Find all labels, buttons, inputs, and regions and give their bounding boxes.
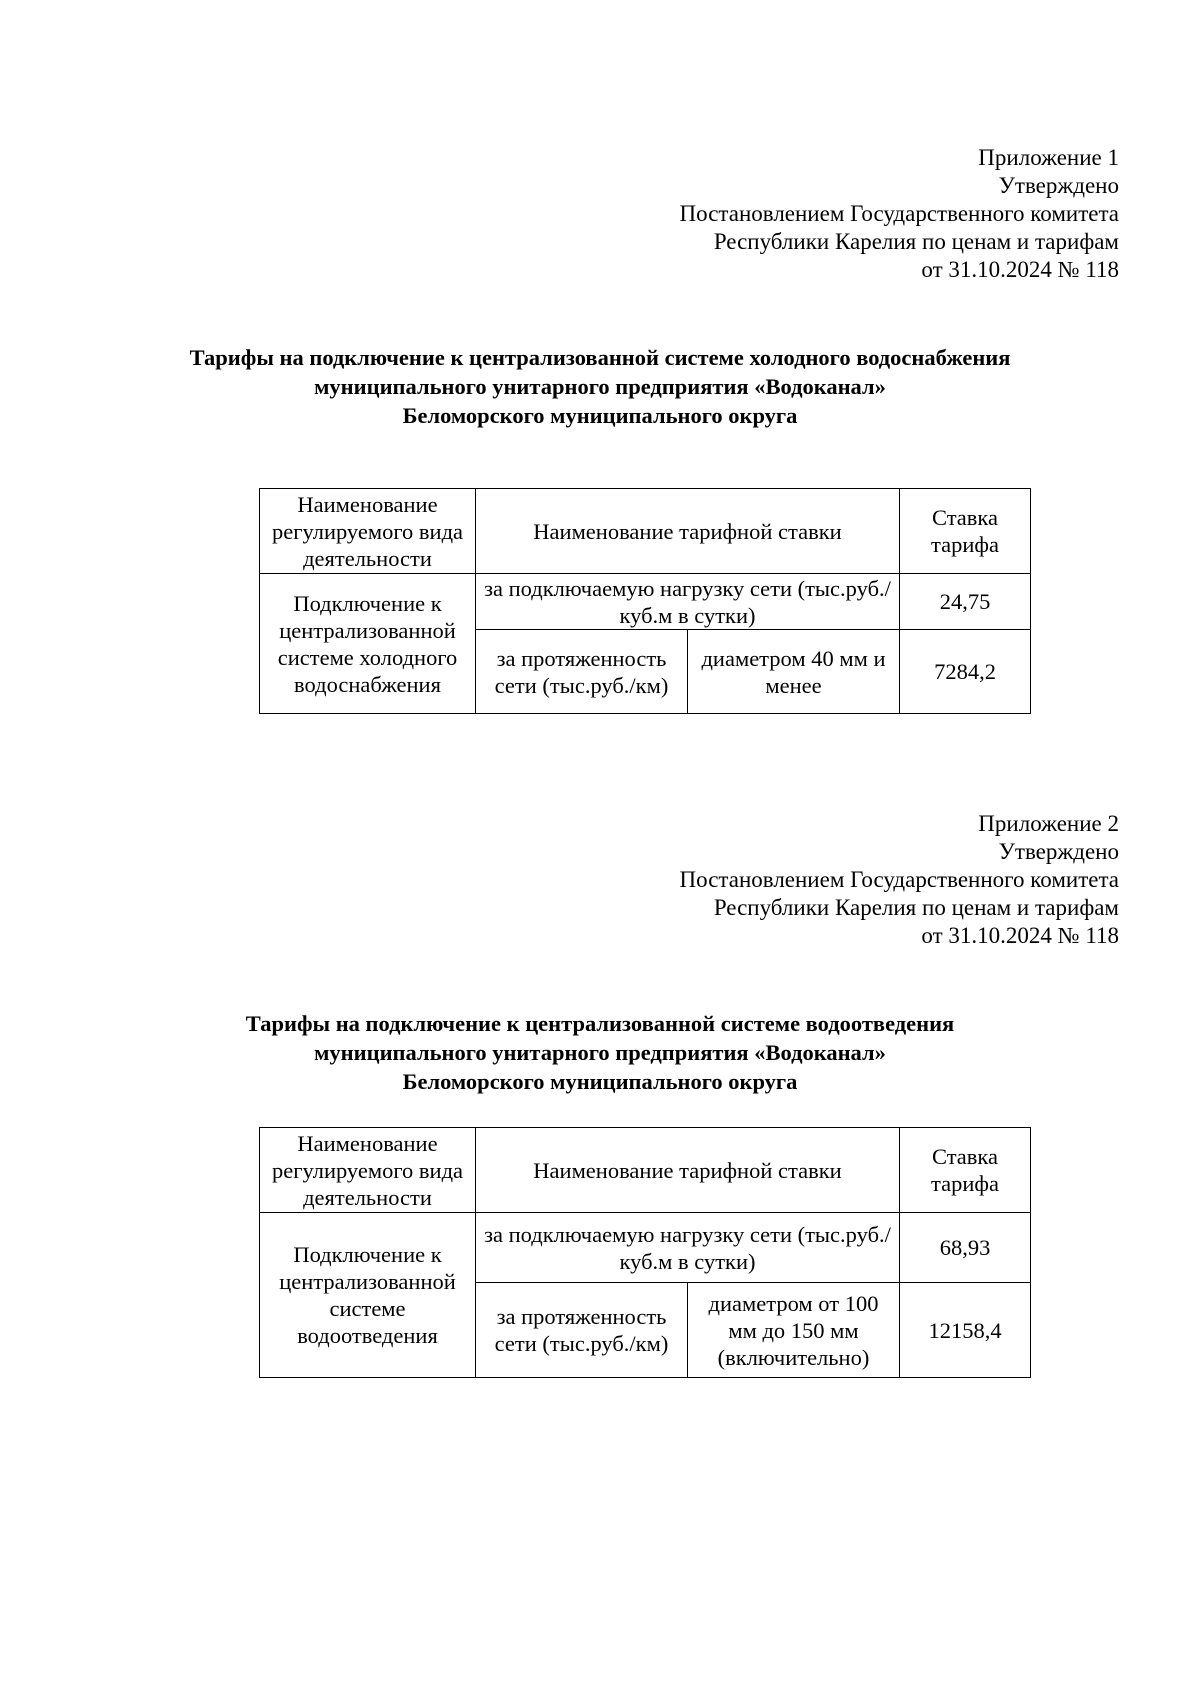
- header-activity: Наименование регулируемого вида деятельности: [260, 1128, 476, 1213]
- appendix2-tariff-table: [259, 1127, 1031, 1378]
- appendix1-title-line2: муниципального унитарного предприятия «Водоканал»: [314, 374, 886, 399]
- table-header-row: [260, 489, 1031, 574]
- appendix2-approved-label: Утверждено: [998, 839, 1119, 864]
- diameter-label: диаметром от 100 мм до 150 мм (включительно): [688, 1283, 900, 1378]
- length-rate-label: за протяженность сети (тыс.руб./км): [476, 630, 688, 714]
- table-header-row: [260, 1128, 1031, 1213]
- appendix1-date-line: от 31.10.2024 № 118: [921, 257, 1119, 282]
- appendix1-resolution-line: Постановлением Государственного комитета: [679, 201, 1119, 226]
- appendix1-approval-block: [680, 144, 1119, 284]
- header-rate-value: Ставка тарифа: [900, 489, 1031, 574]
- appendix1-title: [0, 343, 1200, 430]
- appendix2-committee-line: Республики Карелия по ценам и тарифам: [713, 895, 1119, 920]
- length-rate-value: 12158,4: [900, 1283, 1031, 1378]
- appendix1-title-line1: Тарифы на подключение к централизованной системе холодного водоснабжения: [189, 345, 1011, 370]
- diameter-label: диаметром 40 мм и менее: [688, 630, 900, 714]
- appendix2-resolution-line: Постановлением Государственного комитета: [679, 867, 1119, 892]
- appendix1-title-line3: Беломорского муниципального округа: [402, 403, 798, 428]
- header-rate-name: Наименование тарифной ставки: [476, 1128, 900, 1213]
- appendix2-approval-block: [680, 810, 1119, 950]
- header-rate-name: Наименование тарифной ставки: [476, 489, 900, 574]
- table-row: [260, 574, 1031, 630]
- load-rate-value: 24,75: [900, 574, 1031, 630]
- activity-cell: Подключение к централизованной системе водоотведения: [260, 1213, 476, 1378]
- appendix2-date-line: от 31.10.2024 № 118: [921, 923, 1119, 948]
- table-row: [260, 1213, 1031, 1283]
- appendix1-tariff-table: [259, 488, 1031, 714]
- appendix2-title-line2: муниципального унитарного предприятия «Водоканал»: [314, 1040, 886, 1065]
- appendix1-number: Приложение 1: [978, 145, 1119, 170]
- load-rate-label: за подключаемую нагрузку сети (тыс.руб./куб.м в сутки): [476, 1213, 900, 1283]
- appendix1-committee-line: Республики Карелия по ценам и тарифам: [713, 229, 1119, 254]
- activity-cell: Подключение к централизованной системе холодного водоснабжения: [260, 574, 476, 714]
- appendix2-number: Приложение 2: [978, 811, 1119, 836]
- appendix2-title-line1: Тарифы на подключение к централизованной системе водоотведения: [245, 1011, 955, 1036]
- appendix1-approved-label: Утверждено: [998, 173, 1119, 198]
- length-rate-value: 7284,2: [900, 630, 1031, 714]
- header-rate-value: Ставка тарифа: [900, 1128, 1031, 1213]
- header-activity: Наименование регулируемого вида деятельности: [260, 489, 476, 574]
- appendix2-title-line3: Беломорского муниципального округа: [402, 1069, 798, 1094]
- load-rate-label: за подключаемую нагрузку сети (тыс.руб./куб.м в сутки): [476, 574, 900, 630]
- appendix2-title: [0, 1009, 1200, 1096]
- length-rate-label: за протяженность сети (тыс.руб./км): [476, 1283, 688, 1378]
- load-rate-value: 68,93: [900, 1213, 1031, 1283]
